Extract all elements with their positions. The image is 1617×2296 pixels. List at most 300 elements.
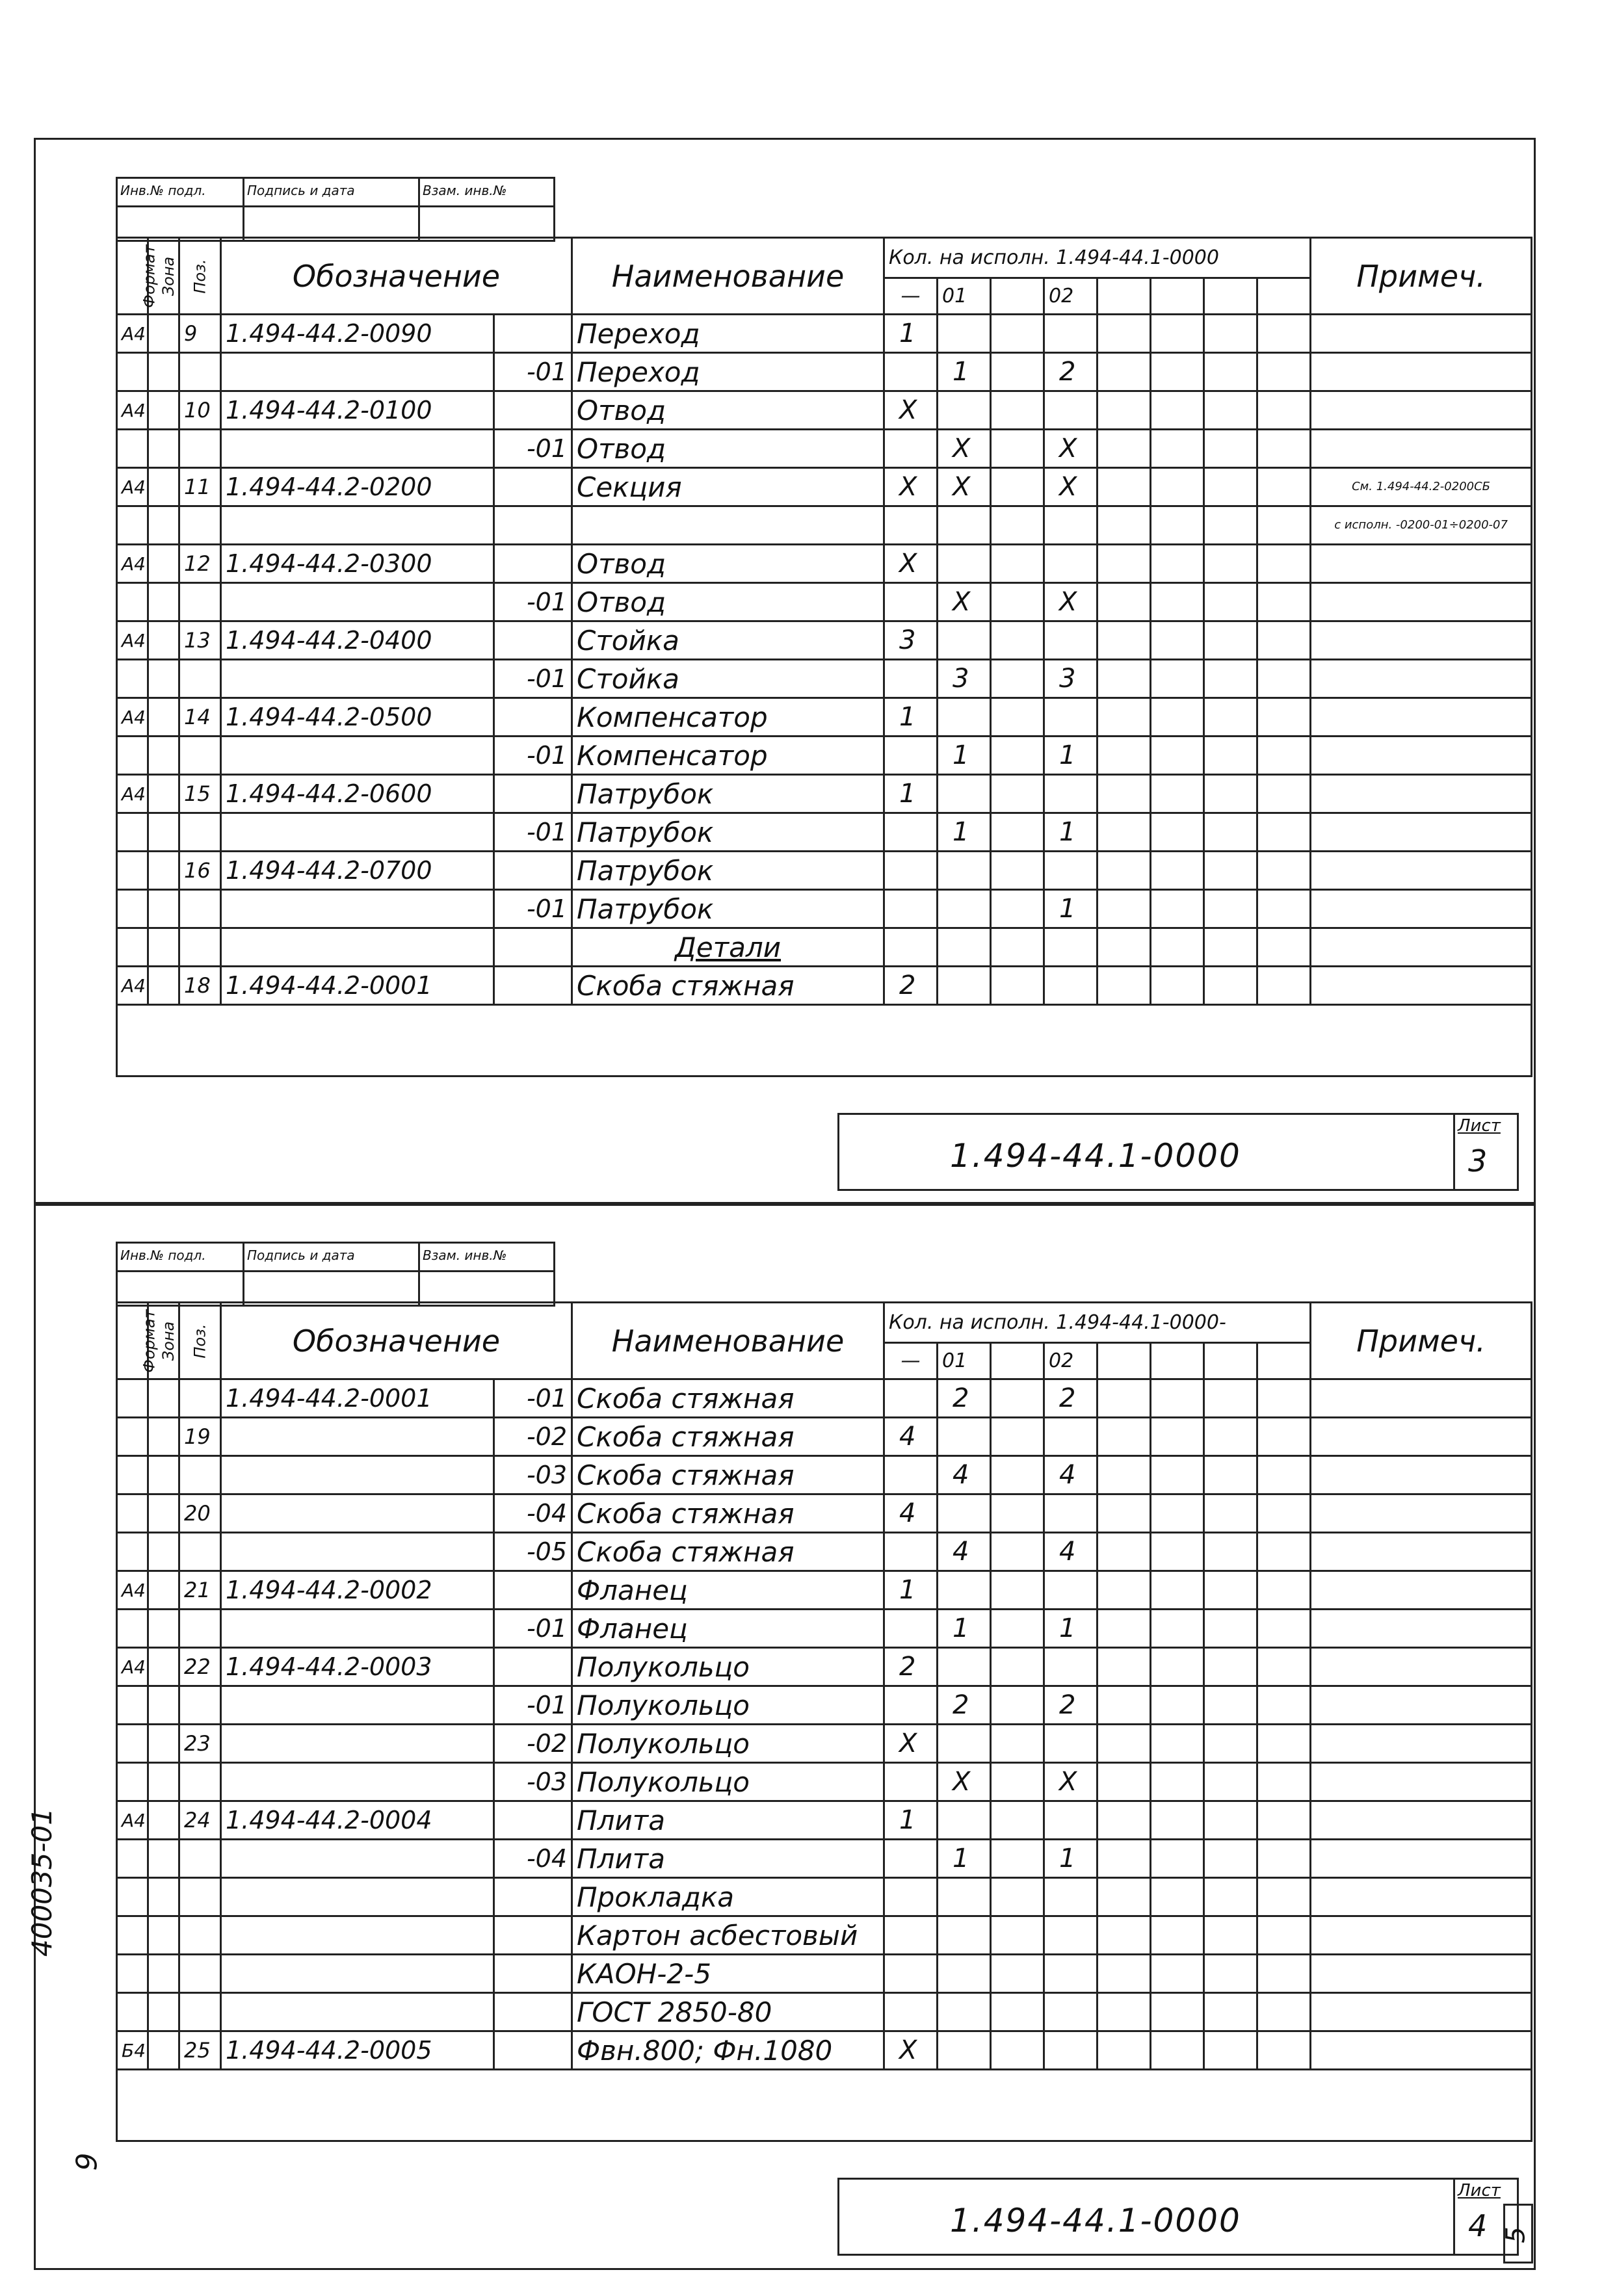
qty-empty-cell [1257,1993,1311,2031]
suffix-cell [494,2031,572,2070]
name-cell: Отвод [572,430,884,468]
table-row [117,1686,1532,1725]
note-cell [1311,1686,1532,1725]
qty-01-cell [938,698,991,737]
table-row [117,353,1532,391]
name-cell: Плита [572,1840,884,1878]
pos-cell [179,1840,221,1878]
qty-base-cell [884,1763,938,1801]
qty-empty-cell [1098,1801,1151,1840]
qty-empty-cell [1098,1916,1151,1955]
table-row [117,506,1532,545]
format-cell [117,1418,148,1456]
qty-base-cell [884,1456,938,1494]
designation-cell [221,1725,494,1763]
archive-page: 9 [70,2152,104,2171]
qty-empty-cell [1098,621,1151,660]
suffix-cell [494,506,572,545]
qty-empty-cell [1204,545,1257,583]
qty-01-cell [938,852,991,890]
inv-label: Инв.№ подл. [118,1244,244,1272]
qty-01-cell [938,928,991,967]
name-cell: Патрубок [572,852,884,890]
qty-base-cell: 1 [884,698,938,737]
col-zone-header: Зона [148,1303,179,1379]
col-qty-header: Кол. на исполн. 1.494-44.1-0000 [884,238,1311,278]
qty-01-cell [938,545,991,583]
table-row [117,890,1532,928]
sheet-number: 4 [1468,2208,1488,2243]
name-cell: ГОСТ 2850-80 [572,1993,884,2031]
note-cell [1311,775,1532,813]
zone-cell [148,1916,179,1955]
suffix-cell: -01 [494,813,572,852]
note-cell [1311,430,1532,468]
qty-02-cell [1044,967,1098,1005]
suffix-cell [494,621,572,660]
format-cell: А4 [117,1648,148,1686]
zone-cell [148,698,179,737]
pos-cell: 9 [179,315,221,353]
name-cell: Фланец [572,1571,884,1610]
designation-cell [221,1418,494,1456]
qty-empty-cell [1204,890,1257,928]
qty-empty-cell [1204,1801,1257,1840]
qty-01-cell [938,1916,991,1955]
qty-empty-cell [1151,1571,1204,1610]
table-row [117,1571,1532,1610]
qty-empty-cell [991,391,1044,430]
qty-empty-cell [991,2031,1044,2070]
note-cell [1311,1648,1532,1686]
name-cell: Скоба стяжная [572,1456,884,1494]
qty-empty-cell [1257,1571,1311,1610]
qty-empty-cell [1098,1686,1151,1725]
qty-empty-cell [1257,1801,1311,1840]
table-row [117,928,1532,967]
qty-empty-cell [1098,1725,1151,1763]
pos-cell [179,1878,221,1916]
zone-cell [148,1571,179,1610]
note-cell [1311,660,1532,698]
qty-02-cell [1044,506,1098,545]
note-cell [1311,1993,1532,2031]
qty-empty-cell [991,928,1044,967]
designation-cell [221,660,494,698]
qty-01-cell [938,2031,991,2070]
suffix-cell: -01 [494,430,572,468]
designation-cell [221,353,494,391]
qty-01-cell: 1 [938,737,991,775]
specification-table [116,237,1532,1077]
format-cell [117,1725,148,1763]
qty-empty-cell [1257,315,1311,353]
format-cell: А4 [117,1571,148,1610]
format-cell [117,1878,148,1916]
pos-cell: 20 [179,1494,221,1533]
qty-empty-cell [1257,1379,1311,1418]
designation-cell: 1.494-44.2-0400 [221,621,494,660]
designation-cell [221,1878,494,1916]
qty-empty-cell [991,813,1044,852]
qty-empty-cell [1098,545,1151,583]
qty-empty-cell [1257,1840,1311,1878]
qty-empty-cell [991,583,1044,621]
name-cell: Стойка [572,621,884,660]
zone-cell [148,1379,179,1418]
col-designation-header: Обозначение [221,1303,572,1379]
pos-cell: 15 [179,775,221,813]
qty-empty-cell [1204,506,1257,545]
qty-empty-cell [1151,545,1204,583]
qty-empty-cell [1257,813,1311,852]
table-row [117,621,1532,660]
suffix-cell: -01 [494,1379,572,1418]
qty-empty-cell [1151,813,1204,852]
qty-02-cell [1044,2031,1098,2070]
format-cell [117,1610,148,1648]
suffix-cell: -02 [494,1725,572,1763]
qty-empty-cell [1257,1418,1311,1456]
designation-cell [221,1840,494,1878]
qty-empty-cell [1151,1801,1204,1840]
name-cell: Скоба стяжная [572,1418,884,1456]
qty-empty-cell [1204,660,1257,698]
zone-cell [148,353,179,391]
pos-cell [179,1686,221,1725]
qty-base-cell [884,1955,938,1993]
zone-cell [148,2031,179,2070]
name-cell: Плита [572,1801,884,1840]
pos-cell [179,583,221,621]
qty-empty-cell [1257,1725,1311,1763]
qty-02-cell: 2 [1044,353,1098,391]
qty-02-cell [1044,1801,1098,1840]
suffix-cell [494,1648,572,1686]
qty-empty-cell [1151,506,1204,545]
designation-cell [221,737,494,775]
designation-cell: 1.494-44.2-0002 [221,1571,494,1610]
qty-empty-cell [991,1878,1044,1916]
col-q1-header: 01 [938,1343,991,1379]
pos-cell [179,1763,221,1801]
qty-empty-cell [1257,1610,1311,1648]
pos-cell [179,813,221,852]
note-cell [1311,621,1532,660]
qty-02-cell [1044,775,1098,813]
suffix-cell [494,775,572,813]
qty-empty-cell [1151,1686,1204,1725]
corner-page-number: 5 [1501,2226,1531,2243]
zone-cell [148,621,179,660]
replace-inv-label: Взам. инв.№ [420,179,553,207]
name-cell: Детали [572,928,884,967]
format-cell [117,660,148,698]
suffix-cell [494,1801,572,1840]
suffix-cell [494,315,572,353]
qty-02-cell: X [1044,468,1098,506]
col-q1-header: 01 [938,278,991,315]
qty-02-cell [1044,621,1098,660]
format-cell: А4 [117,698,148,737]
qty-base-cell: 1 [884,1571,938,1610]
zone-cell [148,1418,179,1456]
format-cell [117,813,148,852]
zone-cell [148,1801,179,1840]
qty-02-cell: X [1044,583,1098,621]
pos-cell [179,1955,221,1993]
qty-empty-cell [1098,1840,1151,1878]
format-cell [117,1763,148,1801]
suffix-cell: -01 [494,1686,572,1725]
zone-cell [148,1686,179,1725]
qty-empty-cell [1151,391,1204,430]
designation-cell: 1.494-44.2-0001 [221,967,494,1005]
qty-01-cell: 2 [938,1379,991,1418]
qty-empty-cell [1098,1456,1151,1494]
note-cell [1311,813,1532,852]
format-cell [117,928,148,967]
zone-cell [148,468,179,506]
qty-empty-cell [991,315,1044,353]
qty-base-cell [884,583,938,621]
qty-empty-cell [1204,1840,1257,1878]
pos-cell [179,737,221,775]
qty-empty-cell [1098,1955,1151,1993]
qty-empty-cell [1257,660,1311,698]
qty-empty-cell [1098,2031,1151,2070]
qty-02-cell: 2 [1044,1686,1098,1725]
qty-empty-cell [1204,1418,1257,1456]
table-row [117,1725,1532,1763]
qty-empty-cell [991,852,1044,890]
format-cell [117,1533,148,1571]
qty-01-cell: 1 [938,1840,991,1878]
format-cell: А4 [117,775,148,813]
qty-01-cell: 1 [938,1610,991,1648]
qty-02-cell [1044,1494,1098,1533]
qty-base-cell: 4 [884,1418,938,1456]
qty-empty-cell [1098,852,1151,890]
qty-empty-cell [1257,391,1311,430]
sign-date-label: Подпись и дата [244,179,420,207]
qty-01-cell: 1 [938,813,991,852]
qty-02-cell [1044,1993,1098,2031]
zone-cell [148,583,179,621]
qty-empty-cell [991,1801,1044,1840]
suffix-cell: -01 [494,1610,572,1648]
suffix-cell: -04 [494,1494,572,1533]
qty-empty-cell [1204,621,1257,660]
qty-empty-cell [1204,1648,1257,1686]
table-row [117,545,1532,583]
table-row [117,698,1532,737]
qty-empty-cell [991,1686,1044,1725]
qty-empty-cell [1151,1725,1204,1763]
table-row [117,1494,1532,1533]
name-cell: Полукольцо [572,1686,884,1725]
qty-empty-cell [1257,583,1311,621]
qty-empty-cell [991,621,1044,660]
qty-01-cell [938,506,991,545]
qty-base-cell [884,1840,938,1878]
qty-empty-cell [1151,1916,1204,1955]
qty-base-cell [884,1878,938,1916]
qty-base-cell [884,1993,938,2031]
name-cell: Переход [572,315,884,353]
qty-01-cell: X [938,583,991,621]
note-cell [1311,1763,1532,1801]
qty-empty-cell [1151,1955,1204,1993]
qty-empty-cell [1151,468,1204,506]
qty-empty-cell [991,698,1044,737]
table-row [117,1993,1532,2031]
qty-01-cell: X [938,468,991,506]
designation-cell: 1.494-44.2-0200 [221,468,494,506]
pos-cell [179,1610,221,1648]
format-cell: А4 [117,621,148,660]
table-row [117,1418,1532,1456]
designation-cell: 1.494-44.2-0090 [221,315,494,353]
designation-cell: 1.494-44.2-0004 [221,1801,494,1840]
qty-empty-cell [1204,468,1257,506]
qty-02-cell: X [1044,430,1098,468]
qty-empty-cell [1257,737,1311,775]
table-row [117,1610,1532,1648]
table-row [117,315,1532,353]
qty-empty-cell [991,660,1044,698]
designation-cell [221,430,494,468]
qty-empty-cell [991,506,1044,545]
col-q2-header: 02 [1044,278,1098,315]
table-row [117,391,1532,430]
specification-table [116,1301,1532,2142]
designation-cell [221,506,494,545]
suffix-cell [494,698,572,737]
zone-cell [148,430,179,468]
qty-empty-cell [1098,583,1151,621]
qty-empty-cell [1257,1494,1311,1533]
note-cell: с исполн. -0200-01÷0200-07 [1311,506,1532,545]
qty-01-cell [938,1801,991,1840]
pos-cell [179,890,221,928]
table-row [117,1916,1532,1955]
qty-empty-cell [1204,353,1257,391]
qty-empty-cell [1204,1686,1257,1725]
col-name-header: Наименование [572,238,884,315]
name-cell: КАОН-2-5 [572,1955,884,1993]
designation-cell [221,1916,494,1955]
zone-cell [148,928,179,967]
qty-02-cell [1044,1648,1098,1686]
qty-base-cell: X [884,2031,938,2070]
qty-empty-cell [1098,430,1151,468]
name-cell: Переход [572,353,884,391]
name-cell [572,506,884,545]
qty-empty-cell [1257,621,1311,660]
qty-empty-cell [1204,1494,1257,1533]
zone-cell [148,1955,179,1993]
qty-empty-cell [1257,1648,1311,1686]
col-designation-header: Обозначение [221,238,572,315]
note-cell [1311,1571,1532,1610]
suffix-cell: -03 [494,1456,572,1494]
zone-cell [148,391,179,430]
suffix-cell [494,852,572,890]
qty-base-cell [884,660,938,698]
qty-01-cell [938,1648,991,1686]
qty-01-cell [938,1418,991,1456]
qty-empty-cell [1098,1418,1151,1456]
table-row [117,1456,1532,1494]
qty-02-cell [1044,1916,1098,1955]
qty-empty-cell [1204,698,1257,737]
qty-base-cell [884,1533,938,1571]
qty-02-cell [1044,1418,1098,1456]
qty-empty-cell [1098,1878,1151,1916]
table-row [117,967,1532,1005]
qty-base-cell [884,353,938,391]
table-row [117,2031,1532,2070]
qty-empty-cell [1151,660,1204,698]
qty-empty-cell [1098,813,1151,852]
qty-empty-cell [1098,1494,1151,1533]
qty-empty-cell [991,1993,1044,2031]
qty-base-cell [884,430,938,468]
name-cell: Прокладка [572,1878,884,1916]
suffix-cell [494,928,572,967]
name-cell: Патрубок [572,775,884,813]
qty-empty-cell [991,890,1044,928]
suffix-cell: -01 [494,737,572,775]
suffix-cell [494,468,572,506]
qty-empty-cell [1257,1763,1311,1801]
designation-cell: 1.494-44.2-0300 [221,545,494,583]
note-cell [1311,737,1532,775]
qty-02-cell [1044,545,1098,583]
note-cell [1311,1456,1532,1494]
qty-01-cell [938,315,991,353]
qty-empty-cell [1257,775,1311,813]
qty-empty-cell [991,1648,1044,1686]
qty-empty-cell [1151,928,1204,967]
pos-cell: 11 [179,468,221,506]
qty-02-cell: 1 [1044,737,1098,775]
qty-empty-cell [1098,315,1151,353]
qty-empty-cell [1257,468,1311,506]
qty-empty-cell [1204,1725,1257,1763]
qty-empty-cell [1151,1379,1204,1418]
pos-cell: 13 [179,621,221,660]
table-row [117,852,1532,890]
format-cell: А4 [117,1801,148,1840]
table-row [117,583,1532,621]
qty-empty-cell [1204,1610,1257,1648]
qty-base-cell [884,928,938,967]
designation-cell [221,1456,494,1494]
col-note-header: Примеч. [1311,238,1532,315]
spec-sheet-1 [116,177,1519,1191]
approval-header [116,177,555,242]
qty-base-cell [884,852,938,890]
qty-02-cell: X [1044,1763,1098,1801]
qty-empty-cell [1151,737,1204,775]
qty-empty-cell [1098,1610,1151,1648]
qty-02-cell [1044,698,1098,737]
qty-base-cell [884,1379,938,1418]
qty-empty-cell [1257,1533,1311,1571]
qty-empty-cell [991,775,1044,813]
